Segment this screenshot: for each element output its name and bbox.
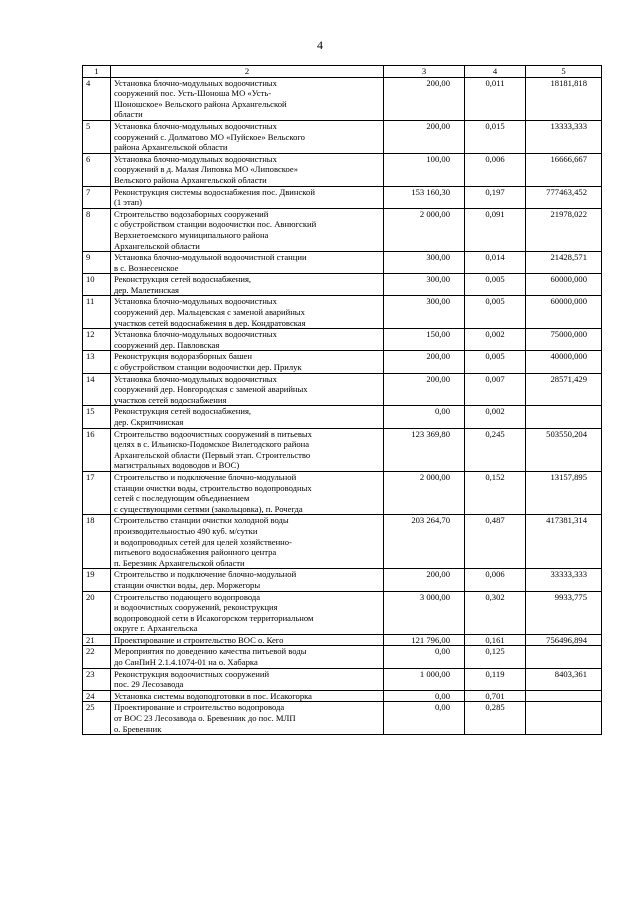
- table-row: [83, 515, 602, 569]
- row-value-col3: 300,00: [384, 274, 465, 296]
- row-number: 9: [83, 252, 111, 274]
- row-number: 19: [83, 569, 111, 591]
- row-description: Установка блочно-модульных водоочистных сооружений дер. Новгородская с заменой аварийных участков сетей водоснабжения: [111, 373, 384, 406]
- row-number: 21: [83, 634, 111, 646]
- table-row: [83, 634, 602, 646]
- row-value-col3: 1 000,00: [384, 668, 465, 690]
- row-value-col5: [526, 406, 602, 428]
- row-number: 25: [83, 702, 111, 735]
- row-value-col3: 200,00: [384, 373, 465, 406]
- column-header: 5: [526, 66, 602, 78]
- row-value-col5: [526, 702, 602, 735]
- table-row: [83, 77, 602, 120]
- row-value-col4: 0,197: [465, 186, 526, 208]
- row-value-col3: 200,00: [384, 569, 465, 591]
- column-header: 1: [83, 66, 111, 78]
- table-row: [83, 296, 602, 329]
- row-description: Установка блочно-модульных водоочистных сооружений с. Долматово МО «Пуйское» Вельского района Архангельской области: [111, 120, 384, 153]
- row-value-col3: 200,00: [384, 351, 465, 373]
- row-number: 24: [83, 690, 111, 702]
- row-number: 16: [83, 428, 111, 471]
- row-number: 11: [83, 296, 111, 329]
- table-row: [83, 690, 602, 702]
- table-row: [83, 646, 602, 668]
- row-value-col5: 417381,314: [526, 515, 602, 569]
- table-row: [83, 186, 602, 208]
- row-description: Реконструкция водоразборных башен с обустройством станции водоочистки дер. Прилук: [111, 351, 384, 373]
- row-value-col4: 0,161: [465, 634, 526, 646]
- row-value-col5: [526, 690, 602, 702]
- row-value-col5: 756496,894: [526, 634, 602, 646]
- column-header: 4: [465, 66, 526, 78]
- table-row: [83, 702, 602, 735]
- row-value-col3: 2 000,00: [384, 471, 465, 514]
- row-description: Проектирование и строительство водопровода от ВОС 23 Лесозавода о. Бревенник до пос. МЛП о. Бревенник: [111, 702, 384, 735]
- row-value-col3: 0,00: [384, 690, 465, 702]
- row-value-col5: 13157,895: [526, 471, 602, 514]
- row-value-col3: 300,00: [384, 252, 465, 274]
- row-value-col5: 75000,000: [526, 329, 602, 351]
- table-row: [83, 591, 602, 634]
- row-description: Установка системы водоподготовки в пос. Исакогорка: [111, 690, 384, 702]
- row-value-col4: 0,125: [465, 646, 526, 668]
- column-header: 2: [111, 66, 384, 78]
- row-description: Реконструкция сетей водоснабжения, дер. Малетинская: [111, 274, 384, 296]
- row-description: Реконструкция водоочистных сооружений пос. 29 Лесозавода: [111, 668, 384, 690]
- row-number: 23: [83, 668, 111, 690]
- row-number: 18: [83, 515, 111, 569]
- row-description: Установка блочно-модульных водоочистных сооружений дер. Мальцевская с заменой аварийных участков сетей водоснабжения в дер. Кондратовская: [111, 296, 384, 329]
- row-value-col4: 0,285: [465, 702, 526, 735]
- data-table: [82, 65, 602, 735]
- row-value-col5: 21428,571: [526, 252, 602, 274]
- row-value-col3: 200,00: [384, 120, 465, 153]
- page-number: 4: [317, 38, 323, 52]
- row-value-col4: 0,005: [465, 274, 526, 296]
- row-value-col4: 0,701: [465, 690, 526, 702]
- table-row: [83, 569, 602, 591]
- row-number: 10: [83, 274, 111, 296]
- row-value-col3: 100,00: [384, 153, 465, 186]
- row-value-col4: 0,006: [465, 153, 526, 186]
- row-number: 15: [83, 406, 111, 428]
- row-value-col5: 8403,361: [526, 668, 602, 690]
- row-description: Мероприятия по доведению качества питьевой воды до СанПиН 2.1.4.1074-01 на о. Хабарка: [111, 646, 384, 668]
- row-value-col3: 153 160,30: [384, 186, 465, 208]
- row-value-col4: 0,005: [465, 296, 526, 329]
- table-row: [83, 252, 602, 274]
- row-number: 20: [83, 591, 111, 634]
- row-number: 14: [83, 373, 111, 406]
- row-value-col4: 0,011: [465, 77, 526, 120]
- row-value-col3: 121 796,00: [384, 634, 465, 646]
- row-description: Проектирование и строительство ВОС о. Кего: [111, 634, 384, 646]
- row-number: 17: [83, 471, 111, 514]
- row-value-col4: 0,119: [465, 668, 526, 690]
- column-header: 3: [384, 66, 465, 78]
- table-row: [83, 153, 602, 186]
- row-value-col4: 0,002: [465, 406, 526, 428]
- table-row: [83, 274, 602, 296]
- row-value-col5: 60000,000: [526, 296, 602, 329]
- row-number: 4: [83, 77, 111, 120]
- row-value-col3: 300,00: [384, 296, 465, 329]
- table-row: [83, 120, 602, 153]
- row-description: Строительство водоочистных сооружений в питьевых целях в с. Ильинско-Подомское Вилегодского района Архангельской области (Первый этап. Строительство магистральных водоводов и ВОС): [111, 428, 384, 471]
- row-number: 6: [83, 153, 111, 186]
- row-description: Строительство водозаборных сооружений с обустройством станции водоочистки пос. Авнюгский Верхнетоемского муниципального района Архангельской области: [111, 208, 384, 251]
- table-row: [83, 351, 602, 373]
- row-number: 22: [83, 646, 111, 668]
- row-value-col3: 0,00: [384, 406, 465, 428]
- row-value-col5: 33333,333: [526, 569, 602, 591]
- row-description: Установка блочно-модульной водоочистной станции в с. Вознесенское: [111, 252, 384, 274]
- row-value-col4: 0,007: [465, 373, 526, 406]
- row-number: 5: [83, 120, 111, 153]
- row-description: Реконструкция сетей водоснабжения, дер. Скрипчинская: [111, 406, 384, 428]
- row-value-col4: 0,245: [465, 428, 526, 471]
- row-value-col5: 9933,775: [526, 591, 602, 634]
- row-value-col5: [526, 646, 602, 668]
- row-value-col4: 0,005: [465, 351, 526, 373]
- row-value-col4: 0,014: [465, 252, 526, 274]
- table-row: [83, 208, 602, 251]
- row-value-col4: 0,002: [465, 329, 526, 351]
- row-value-col4: 0,015: [465, 120, 526, 153]
- row-number: 7: [83, 186, 111, 208]
- row-value-col4: 0,152: [465, 471, 526, 514]
- row-value-col5: 18181,818: [526, 77, 602, 120]
- row-value-col5: 13333,333: [526, 120, 602, 153]
- table-row: [83, 471, 602, 514]
- row-value-col3: 2 000,00: [384, 208, 465, 251]
- row-value-col5: 60000,000: [526, 274, 602, 296]
- row-description: Строительство и подключение блочно-модульной станции очистки воды, строительство водопроводных сетей с последующим объединением с существующими сетями (закольцовка), п. Рочегда: [111, 471, 384, 514]
- table-row: [83, 428, 602, 471]
- row-value-col3: 200,00: [384, 77, 465, 120]
- table-row: [83, 329, 602, 351]
- row-number: 13: [83, 351, 111, 373]
- row-number: 12: [83, 329, 111, 351]
- row-value-col5: 503550,204: [526, 428, 602, 471]
- row-value-col4: 0,302: [465, 591, 526, 634]
- row-value-col3: 3 000,00: [384, 591, 465, 634]
- row-value-col5: 16666,667: [526, 153, 602, 186]
- row-number: 8: [83, 208, 111, 251]
- row-description: Установка блочно-модульных водоочистных сооружений пос. Усть-Шоноша МО «Усть- Шоношское» Вельского района Архангельской области: [111, 77, 384, 120]
- row-value-col4: 0,091: [465, 208, 526, 251]
- table-row: [83, 668, 602, 690]
- row-value-col4: 0,487: [465, 515, 526, 569]
- row-value-col3: 0,00: [384, 646, 465, 668]
- row-value-col5: 21978,022: [526, 208, 602, 251]
- row-value-col3: 150,00: [384, 329, 465, 351]
- row-value-col3: 203 264,70: [384, 515, 465, 569]
- row-description: Установка блочно-модульных водоочистных сооружений дер. Павловская: [111, 329, 384, 351]
- row-value-col4: 0,006: [465, 569, 526, 591]
- table-row: [83, 406, 602, 428]
- row-description: Строительство и подключение блочно-модульной станции очистки воды, дер. Моржегоры: [111, 569, 384, 591]
- table-row: [83, 373, 602, 406]
- row-value-col3: 0,00: [384, 702, 465, 735]
- row-description: Строительство станции очистки холодной воды производительностью 490 куб. м/сутки и водопроводных сетей для целей хозяйственно- питьевого водоснабжения районного центра п. Березник Архангельской области: [111, 515, 384, 569]
- row-value-col5: 40000,000: [526, 351, 602, 373]
- row-value-col5: 777463,452: [526, 186, 602, 208]
- row-description: Установка блочно-модульных водоочистных сооружений в д. Малая Липовка МО «Липовское» Вельского района Архангельской области: [111, 153, 384, 186]
- row-description: Строительство подающего водопровода и водоочистных сооружений, реконструкция водопроводной сети в Исакогорском территориальном округе г. Архангельска: [111, 591, 384, 634]
- row-description: Реконструкция системы водоснабжения пос. Двинской (1 этап): [111, 186, 384, 208]
- row-value-col3: 123 369,80: [384, 428, 465, 471]
- table-header-row: [83, 66, 602, 78]
- row-value-col5: 28571,429: [526, 373, 602, 406]
